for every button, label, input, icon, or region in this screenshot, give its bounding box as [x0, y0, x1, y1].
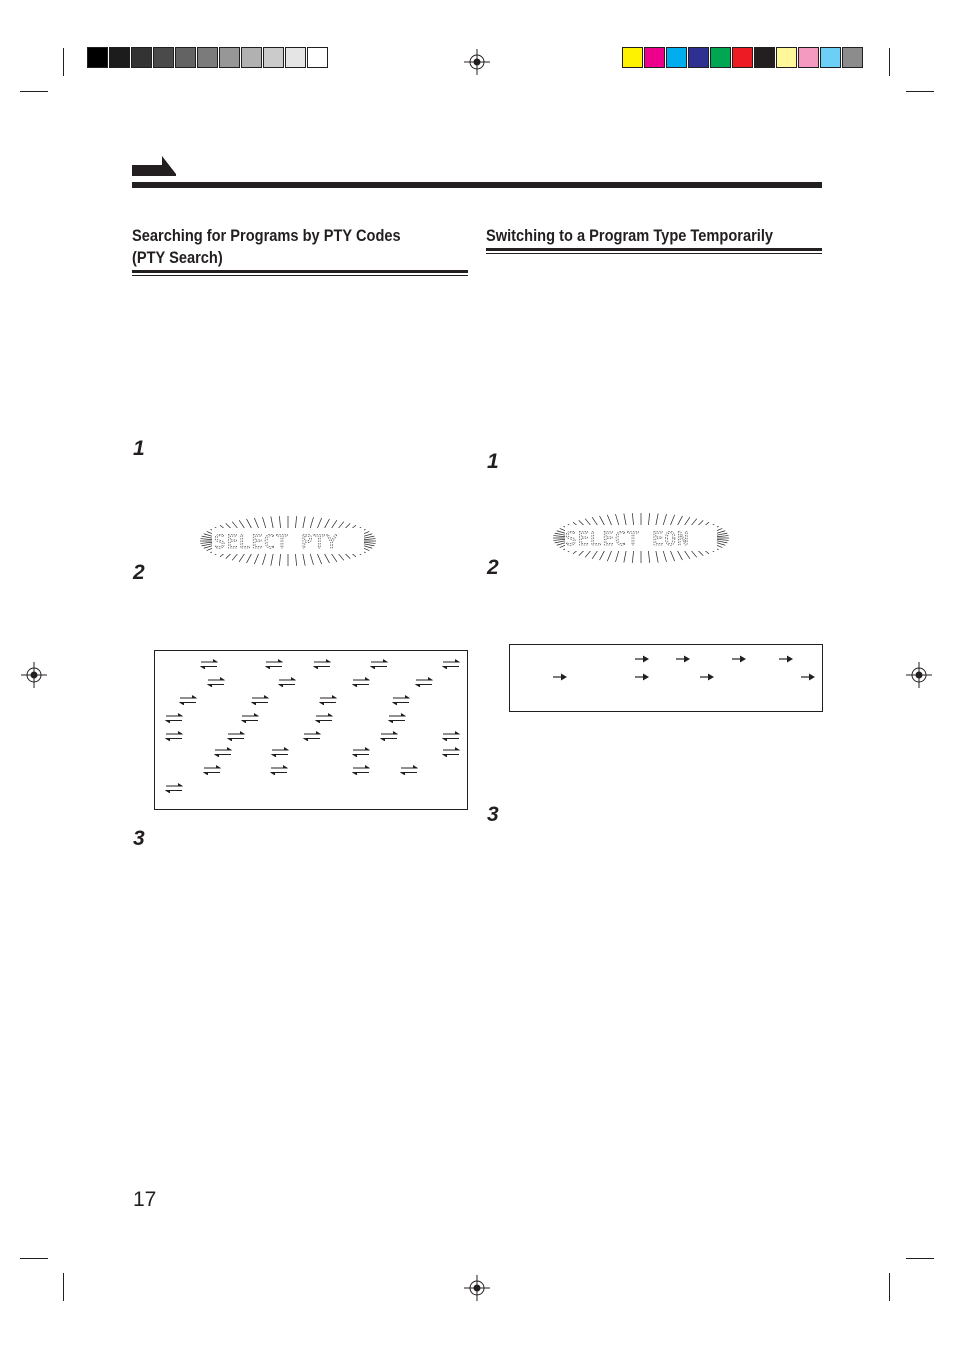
left-step-3-number: 3	[133, 827, 145, 850]
process-color-swatch	[622, 47, 643, 68]
registration-mark-icon	[464, 1275, 490, 1301]
right-arrow-icon	[801, 673, 815, 681]
bidirectional-arrow-icon	[214, 747, 232, 757]
process-color-swatch	[666, 47, 687, 68]
process-color-swatch	[798, 47, 819, 68]
trim-mark-top-right-h	[906, 91, 934, 92]
bidirectional-arrow-icon	[442, 747, 460, 757]
left-heading-rule	[132, 270, 468, 273]
select-pty-display-text: SELECT PTY	[214, 531, 339, 553]
bidirectional-arrow-icon	[165, 713, 183, 723]
bidirectional-arrow-icon	[200, 659, 218, 669]
registration-mark-icon	[464, 49, 490, 75]
bidirectional-arrow-icon	[241, 713, 259, 723]
grayscale-swatch	[153, 47, 174, 68]
select-eon-display-text: SELECT EON	[565, 528, 690, 550]
bidirectional-arrow-icon	[303, 731, 321, 741]
bidirectional-arrow-icon	[227, 731, 245, 741]
pty-code-cycle-box	[154, 650, 468, 810]
trim-mark-top-left-v	[63, 48, 64, 76]
header-rule	[132, 182, 822, 188]
process-color-swatch	[710, 47, 731, 68]
grayscale-swatch	[263, 47, 284, 68]
eon-program-type-cycle-box	[509, 644, 823, 712]
right-heading-rule	[486, 248, 822, 251]
process-color-swatch	[820, 47, 841, 68]
right-heading-rule-thin	[486, 253, 822, 254]
page-number: 17	[133, 1188, 157, 1211]
right-step-1-number: 1	[487, 450, 499, 473]
bidirectional-arrow-icon	[442, 659, 460, 669]
select-pty-display	[200, 516, 376, 566]
bidirectional-arrow-icon	[415, 677, 433, 687]
bidirectional-arrow-icon	[165, 783, 183, 793]
grayscale-swatch	[219, 47, 240, 68]
left-step-1-number: 1	[133, 437, 145, 460]
left-step-2-number: 2	[133, 561, 145, 584]
bidirectional-arrow-icon	[442, 731, 460, 741]
right-step-3-number: 3	[487, 803, 499, 826]
bidirectional-arrow-icon	[271, 747, 289, 757]
left-heading-rule-thin	[132, 275, 468, 276]
trim-mark-bottom-left-v	[63, 1273, 64, 1301]
process-color-swatch	[754, 47, 775, 68]
trim-mark-top-right-v	[889, 48, 890, 76]
bidirectional-arrow-icon	[392, 695, 410, 705]
left-section-heading-line2: (PTY Search)	[132, 248, 223, 267]
process-color-swatch	[688, 47, 709, 68]
bidirectional-arrow-icon	[352, 765, 370, 775]
bidirectional-arrow-icon	[278, 677, 296, 687]
right-arrow-icon	[635, 673, 649, 681]
right-arrow-icon	[676, 655, 690, 663]
bidirectional-arrow-icon	[319, 695, 337, 705]
bidirectional-arrow-icon	[179, 695, 197, 705]
trim-mark-bottom-left-h	[20, 1258, 48, 1259]
right-arrow-icon	[732, 655, 746, 663]
trim-mark-top-left-h	[20, 91, 48, 92]
right-arrow-icon	[553, 673, 567, 681]
bidirectional-arrow-icon	[203, 765, 221, 775]
bidirectional-arrow-icon	[352, 747, 370, 757]
registration-mark-icon	[21, 662, 47, 688]
bidirectional-arrow-icon	[388, 713, 406, 723]
left-section-heading-line1: Searching for Programs by PTY Codes	[132, 226, 401, 245]
process-color-swatch	[776, 47, 797, 68]
grayscale-swatch	[175, 47, 196, 68]
process-color-swatch	[842, 47, 863, 68]
grayscale-swatch	[109, 47, 130, 68]
right-arrow-icon	[635, 655, 649, 663]
right-arrow-icon	[779, 655, 793, 663]
grayscale-swatch	[87, 47, 108, 68]
bidirectional-arrow-icon	[265, 659, 283, 669]
grayscale-swatch	[131, 47, 152, 68]
bidirectional-arrow-icon	[251, 695, 269, 705]
right-step-2-number: 2	[487, 556, 499, 579]
process-color-swatch	[644, 47, 665, 68]
grayscale-swatch	[241, 47, 262, 68]
bidirectional-arrow-icon	[370, 659, 388, 669]
header-arrow-icon	[132, 156, 178, 180]
process-color-swatch	[732, 47, 753, 68]
trim-mark-bottom-right-h	[906, 1258, 934, 1259]
bidirectional-arrow-icon	[352, 677, 370, 687]
bidirectional-arrow-icon	[313, 659, 331, 669]
select-eon-display	[553, 513, 729, 563]
registration-mark-icon	[906, 662, 932, 688]
right-section-heading: Switching to a Program Type Temporarily	[486, 226, 774, 245]
grayscale-swatch	[197, 47, 218, 68]
bidirectional-arrow-icon	[270, 765, 288, 775]
grayscale-swatch	[285, 47, 306, 68]
bidirectional-arrow-icon	[380, 731, 398, 741]
bidirectional-arrow-icon	[400, 765, 418, 775]
bidirectional-arrow-icon	[165, 731, 183, 741]
bidirectional-arrow-icon	[207, 677, 225, 687]
trim-mark-bottom-right-v	[889, 1273, 890, 1301]
bidirectional-arrow-icon	[315, 713, 333, 723]
grayscale-swatch	[307, 47, 328, 68]
right-arrow-icon	[700, 673, 714, 681]
